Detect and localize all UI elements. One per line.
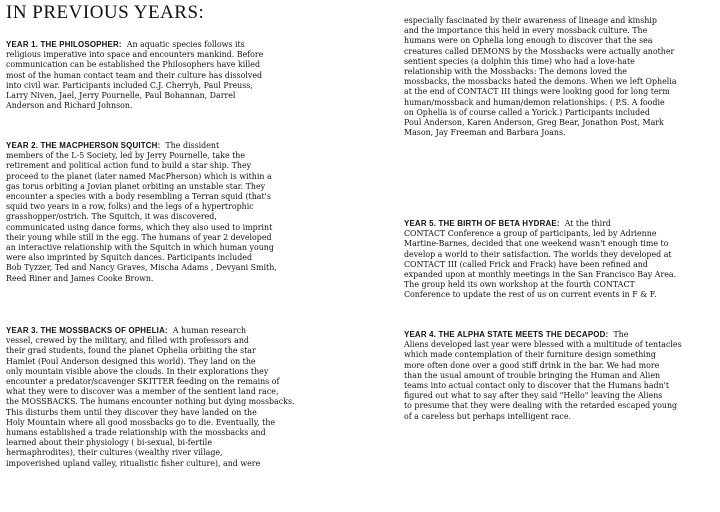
year-2-line: retirement and political action fund to build a star ship. They [6,161,252,171]
year-5-line: Conference to update the rest of us on current events in F & F. [404,290,657,300]
year-1-line: communication can be established the Philosophers have killed [6,60,261,70]
continued-line: at the end of CONTACT III things were looking good for long term [404,87,670,97]
year-4-line: of a careless but perhaps intelligent race. [404,411,572,421]
year-2-line: Bob Tyzzer, Ted and Nancy Graves, Mischa Adams , Devyani Smith, [6,263,277,273]
year-1-line: into civil war. Participants included C.J. Cherryh, Paul Preuss, [6,80,253,90]
year-4-line: to presume that they were dealing with the retarded escaped young [404,401,678,411]
year-4-line: more often done over a good stiff drink in the bar. We had more [404,360,660,370]
continued-line: creatures called DEMONS by the Mossbacks were actually another [404,46,675,56]
year-3-heading: YEAR 3. THE MOSSBACKS OF OPHELIA: [6,326,168,335]
year-1-line: most of the human contact team and their culture has dissolved [6,70,263,80]
page-title: IN PREVIOUS YEARS: [6,2,205,23]
year-2-line: were also imprinted by Squitch dances. Participants included [6,253,253,263]
continued-line: mossbacks, the mossbacks hated the demons. When we left Ophelia [404,77,677,87]
year-2-line: encounter a species with a body resembling a Terran squid (that's [6,192,271,202]
year-3-line: learned about their physiology ( bi-sexual, bi-fertile [6,438,212,448]
year-4-line: The [613,330,629,339]
year-2-line: an interactive relationship with the Squitch in which human young [6,243,274,253]
year-4-line: Aliens developed last year were blessed with a multitude of tentacles [404,340,682,350]
entry-year-3 [6,326,295,469]
year-3-line: humans established a trade relationship with the mossbacks and [6,428,266,438]
continued-line: human/mossback and human/demon relationships. ( P.S. A foodie [404,97,665,107]
continued-line: and the importance this held in every mossback culture. The [404,26,648,36]
year-3-line: their grad students, found the planet Ophelia orbiting the star [6,346,256,356]
year-2-line: Reed Riner and James Cooke Brown. [6,273,154,283]
year-5-line: develop a world to their satisfaction. The worlds they developed at [404,249,672,259]
year-3-line: vessel, crewed by the military, and filled with professors and [6,336,249,346]
year-1-line: Larry Niven, Jael, Jerry Pournelle, Paul Bohannan, Darrel [6,91,236,101]
continued-line: Mason, Jay Freeman and Barbara Joans. [404,128,566,138]
year-1-line: Anderson and Richard Johnson. [6,101,133,111]
entry-year-3-continued [404,16,720,138]
year-5-line: CONTACT III (called Frick and Frack) have been refined and [404,259,648,269]
entry-year-5 [404,219,720,301]
entry-year-1 [6,40,263,111]
year-2-line: gas torus orbiting a Jovian planet orbiting an unstable star. They [6,181,266,191]
year-3-line: what they were to discover was a member of the sentient land race, [6,387,279,397]
year-3-line: hermaphrodites), their cultures (wealthy river village, [6,448,223,458]
year-3-line: A human research [172,326,247,335]
year-1-heading: YEAR 1. THE PHILOSOPHER: [6,40,122,49]
year-5-line: expanded upon at monthly meetings in the San Francisco Bay Area. [404,270,677,280]
year-4-line: than the usual amount of trouble bringing the Human and Alien [404,370,661,380]
entry-year-4 [404,330,720,422]
continued-line: Poul Anderson, Karen Anderson, Greg Bear, Jonathon Post, Mark [404,118,664,128]
continued-line: on Ophelia is of course called a Yorick.) Participants included [404,107,650,117]
year-2-line: proceed to the planet (later named MacPherson) which is within a [6,171,272,181]
year-2-line: members of the L-5 Society, led by Jerry Pournelle, take the [6,151,246,161]
year-1-line: An aquatic species follows its [126,40,245,49]
continued-line: relationship with the Mossbacks: The demons loved the [404,67,627,77]
year-3-line: Hamlet (Poul Anderson designed this world). They land on the [6,356,256,366]
year-3-line: Holy Mountain where all good mossbacks go to die. Eventually, the [6,417,276,427]
year-4-line: which made contemplation of their furniture design something [404,350,656,360]
year-5-line: At the third [564,219,611,228]
entry-year-2 [6,141,277,284]
year-3-line: This disturbs them until they discover they have landed on the [6,407,257,417]
right-column [404,0,720,512]
year-4-heading: YEAR 4. THE ALPHA STATE MEETS THE DECAPOD: [404,330,609,339]
year-3-line: the MOSSBACKS. The humans encounter nothing but dying mossbacks. [6,397,295,407]
year-5-line: Martine-Barnes, decided that one weekend wasn't enough time to [404,239,669,249]
year-2-line: The dissident [165,141,220,150]
year-2-line: their young while still in the egg. The humans of year 2 developed [6,232,272,242]
year-5-heading: YEAR 5. THE BIRTH OF BETA HYDRAE: [404,219,560,228]
year-2-line: grasshopper/ostrich. The Squitch, it was discovered, [6,212,217,222]
year-4-line: figured out what to say after they said "Hello" leaving the Aliens [404,391,663,401]
year-3-line: encounter a predator/scavenger SKITTER feeding on the remains of [6,377,280,387]
year-3-line: only mountain visible above the clouds. In their explorations they [6,366,269,376]
year-5-line: The group held its own workshop at the fourth CONTACT [404,280,635,290]
year-1-line: religious imperative into space and encounters mankind. Before [6,50,264,60]
year-5-line: CONTACT Conference a group of participants, led by Adrienne [404,229,657,239]
year-4-line: teams into actual contact only to discover that the Humans hadn't [404,381,670,391]
year-2-heading: YEAR 2. THE MACPHERSON SQUITCH: [6,141,161,150]
continued-line: humans were on Ophelia long enough to discover that the sea [404,36,653,46]
year-3-line: impoverished upland valley, ritualistic fisher culture), and were [6,458,261,468]
year-2-line: communicated using dance forms, which they also used to imprint [6,222,273,232]
continued-line: especially fascinated by their awareness of lineage and kinship [404,16,657,25]
year-2-line: squid two years in a row, folks) and the legs of a hypertrophic [6,202,254,212]
continued-line: sentient species (a dolphin this time) who had a love-hate [404,56,635,66]
